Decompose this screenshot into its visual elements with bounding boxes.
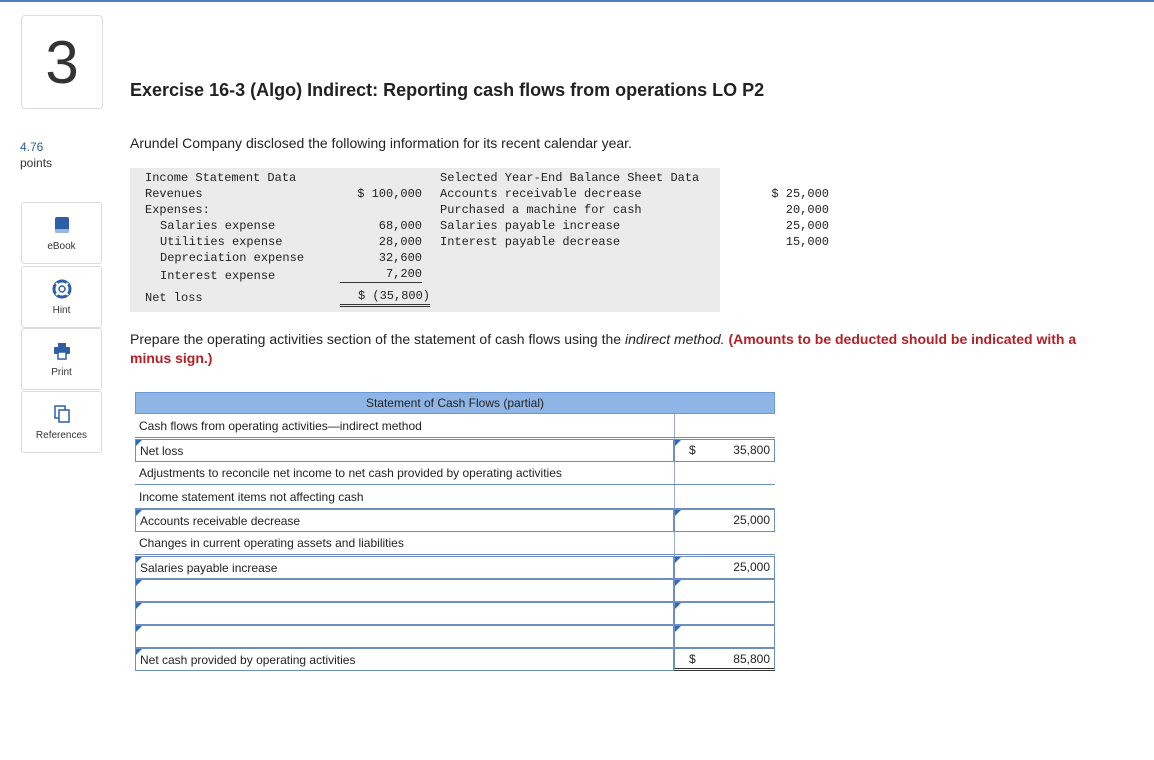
balance-item-label: Accounts receivable decrease xyxy=(440,187,642,201)
amount-input[interactable] xyxy=(674,579,775,602)
balance-item-value: 20,000 xyxy=(785,203,829,217)
expenses-label: Expenses: xyxy=(145,203,210,217)
amount-input[interactable] xyxy=(674,602,775,625)
revenues-value: $ 100,000 xyxy=(357,187,422,201)
table-row xyxy=(135,648,775,671)
balance-sheet-header: Selected Year-End Balance Sheet Data xyxy=(440,171,700,185)
references-label: References xyxy=(35,429,88,441)
input-flag-icon xyxy=(675,580,681,586)
expense-label: Utilities expense xyxy=(160,235,283,249)
printer-icon xyxy=(52,341,72,361)
balance-item-value: 15,000 xyxy=(785,235,829,249)
input-flag-icon xyxy=(136,626,142,632)
table-row xyxy=(135,486,775,509)
table-row xyxy=(135,532,775,555)
input-flag-icon xyxy=(136,440,142,446)
question-number: 3 xyxy=(21,15,103,109)
table-row xyxy=(135,462,775,485)
top-accent-line xyxy=(0,0,1154,2)
row-label-input[interactable]: Accounts receivable decrease xyxy=(135,509,674,532)
amount-value: 85,800 xyxy=(733,652,770,666)
expense-label: Interest expense xyxy=(160,269,276,283)
amount-input[interactable] xyxy=(674,509,775,532)
points-value: 4.76 xyxy=(20,140,44,154)
dollar-sign: $ xyxy=(689,652,696,666)
expense-label: Salaries expense xyxy=(160,219,276,233)
ebook-button[interactable] xyxy=(21,202,102,264)
net-cash-amount[interactable] xyxy=(674,648,775,671)
references-button[interactable] xyxy=(21,391,102,453)
expense-value: 7,200 xyxy=(340,267,422,283)
net-loss-label: Net loss xyxy=(145,291,203,305)
hint-button[interactable] xyxy=(21,266,102,328)
revenues-label: Revenues xyxy=(145,187,203,201)
dollar-sign: $ xyxy=(689,443,696,457)
balance-item-value: 25,000 xyxy=(785,219,829,233)
row-label: Income statement items not affecting cash xyxy=(139,490,364,504)
table-row xyxy=(135,556,775,579)
table-row xyxy=(135,602,775,625)
copy-icon xyxy=(52,404,72,424)
amount-input[interactable] xyxy=(674,625,775,648)
net-cash-label[interactable]: Net cash provided by operating activities xyxy=(135,648,674,671)
instructions-note: (Amounts to be deducted should be indicated with a minus sign.) xyxy=(130,331,1077,366)
balance-item-label: Salaries payable increase xyxy=(440,219,621,233)
row-label-input[interactable] xyxy=(135,602,674,625)
net-loss-value: $ (35,800) xyxy=(340,289,430,307)
points-label: points xyxy=(20,156,53,170)
expense-value: 28,000 xyxy=(378,235,422,249)
balance-item-label: Interest payable decrease xyxy=(440,235,621,249)
row-label-input[interactable] xyxy=(135,579,674,602)
row-label: Cash flows from operating activities—indirect method xyxy=(139,419,422,433)
input-flag-icon xyxy=(675,626,681,632)
table-row xyxy=(135,415,775,438)
balance-item-label: Purchased a machine for cash xyxy=(440,203,642,217)
row-label-input[interactable]: Net loss xyxy=(135,439,674,462)
input-flag-icon xyxy=(675,440,681,446)
row-label-input-empty[interactable] xyxy=(135,625,674,648)
hint-label: Hint xyxy=(52,304,71,316)
table-row xyxy=(135,509,775,532)
input-flag-icon xyxy=(136,510,142,516)
input-flag-icon xyxy=(136,580,142,586)
input-flag-icon xyxy=(136,557,142,563)
print-button[interactable] xyxy=(21,328,102,390)
points-display xyxy=(20,139,52,171)
amount-value: 25,000 xyxy=(733,513,770,527)
lifebuoy-icon xyxy=(52,279,72,299)
statement-title: Statement of Cash Flows (partial) xyxy=(135,392,775,414)
input-flag-icon xyxy=(675,603,681,609)
input-flag-icon xyxy=(675,510,681,516)
print-label: Print xyxy=(51,366,72,378)
row-blank xyxy=(674,415,775,438)
amount-value: 25,000 xyxy=(733,560,770,574)
instructions-method: indirect method. xyxy=(624,331,725,347)
table-row xyxy=(135,579,775,602)
intro-text: Arundel Company disclosed the following information for its recent calendar year. xyxy=(130,135,632,151)
amount-input[interactable] xyxy=(674,556,775,579)
book-icon xyxy=(52,215,72,235)
row-label: Changes in current operating assets and liabilities xyxy=(139,536,404,550)
table-row xyxy=(135,439,775,462)
expense-value: 32,600 xyxy=(378,251,422,265)
expense-value: 68,000 xyxy=(378,219,422,233)
balance-item-value: $ 25,000 xyxy=(771,187,829,201)
input-flag-icon xyxy=(136,603,142,609)
instructions-text: Prepare the operating activities section of the statement of cash flows using the xyxy=(130,331,625,347)
input-flag-icon xyxy=(136,649,142,655)
row-label: Adjustments to reconcile net income to net cash provided by operating activities xyxy=(139,466,562,480)
input-flag-icon xyxy=(675,557,681,563)
page-title: Exercise 16-3 (Algo) Indirect: Reporting cash flows from operations LO P2 xyxy=(130,80,765,100)
expense-label: Depreciation expense xyxy=(160,251,305,265)
amount-input[interactable] xyxy=(674,439,775,462)
income-statement-header: Income Statement Data xyxy=(145,171,297,185)
row-label-input[interactable]: Salaries payable increase xyxy=(135,556,674,579)
ebook-label: eBook xyxy=(47,240,76,252)
amount-value: 35,800 xyxy=(733,443,770,457)
table-row xyxy=(135,625,775,648)
instructions xyxy=(130,330,1080,368)
